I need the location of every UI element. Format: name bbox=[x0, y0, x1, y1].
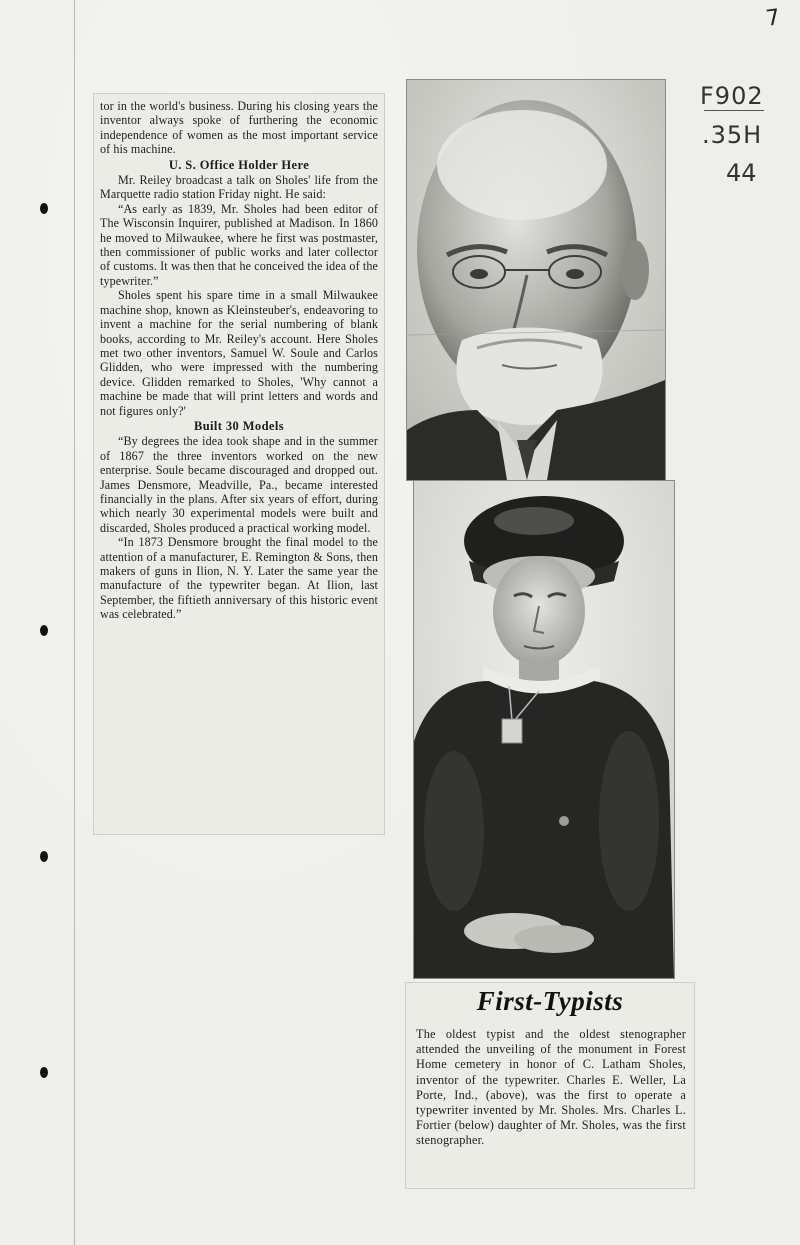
photo-caption-clipping bbox=[405, 982, 695, 1189]
article-subheading: U. S. Office Holder Here bbox=[168, 157, 310, 172]
call-number-line3: 44 bbox=[726, 159, 757, 187]
call-number-underline bbox=[704, 110, 764, 111]
punch-hole bbox=[40, 203, 48, 214]
portrait-man-image bbox=[407, 80, 665, 480]
punch-hole bbox=[40, 625, 48, 636]
call-number-line2: .35H bbox=[702, 121, 763, 149]
article-paragraph: “In 1873 Densmore brought the final model to the attention of a manufacturer, E. Remington & Sons, then makers of guns in Ilion, N. Y. Later the same year the manufacture of the typewriter began. At Ilion, last September, the fiftieth anniversary of this historic event was celebrated.” bbox=[100, 535, 378, 622]
article-paragraph: Mr. Reiley broadcast a talk on Sholes' life from the Marquette radio station Friday night. He said: bbox=[100, 173, 378, 202]
page-margin-line bbox=[74, 0, 75, 1245]
newspaper-article-clipping bbox=[93, 93, 385, 835]
article-paragraph: “As early as 1839, Mr. Sholes had been editor of The Wisconsin Inquirer, published at Madison. In 1860 he moved to Milwaukee, where he first was postmaster, then commissioner of public works and later collector of customs. It was then that he conceived the idea of the typewriter.” bbox=[100, 201, 378, 288]
article-body bbox=[100, 99, 378, 622]
page-number: 7 bbox=[764, 5, 782, 32]
call-number-line1: F902 bbox=[700, 82, 764, 110]
article-paragraph: tor in the world's business. During his closing years the inventor always spoke of furthering the economic independence of women as the most important service of his machine. bbox=[100, 99, 378, 157]
article-paragraph: “By degrees the idea took shape and in the summer of 1867 the three inventors worked on the new enterprise. Soule became discouraged and dropped out. James Densmore, Meadville, Pa., became interested financially in the plans. After six years of effort, during which nearly 30 experimental models were built and discarded, Sholes produced a practical working model. bbox=[100, 434, 378, 535]
punch-hole bbox=[40, 851, 48, 862]
portrait-photo-woman bbox=[413, 480, 675, 979]
article-subheading: Built 30 Models bbox=[193, 418, 285, 433]
portrait-woman-image bbox=[414, 481, 674, 978]
punch-hole bbox=[40, 1067, 48, 1078]
article-paragraph: Sholes spent his spare time in a small Milwaukee machine shop, known as Kleinsteuber's, endeavoring to invent a machine for the serial numbering of blank books, according to Mr. Reiley's account. Here Sholes met two other inventors, Samuel W. Soule and Carlos Glidden, who were impressed with the numbering device. Glidden remarked to Sholes, 'Why cannot a machine be made that will print letters and words and not figures only?' bbox=[100, 288, 378, 418]
handwritten-call-number bbox=[700, 84, 764, 185]
portrait-photo-man bbox=[406, 79, 666, 481]
caption-body: The oldest typist and the oldest stenographer attended the unveiling of the monument in Forest Home cemetery in honor of C. Latham Sholes, inventor of the typewriter. Charles E. Weller, La Porte, Ind., (above), was the first to operate a typewriter invented by Mr. Sholes. Mrs. Charles L. Fortier (below) daughter of Mr. Sholes, was the first stenographer. bbox=[416, 1027, 686, 1148]
caption-headline: First-Typists bbox=[476, 986, 624, 1016]
